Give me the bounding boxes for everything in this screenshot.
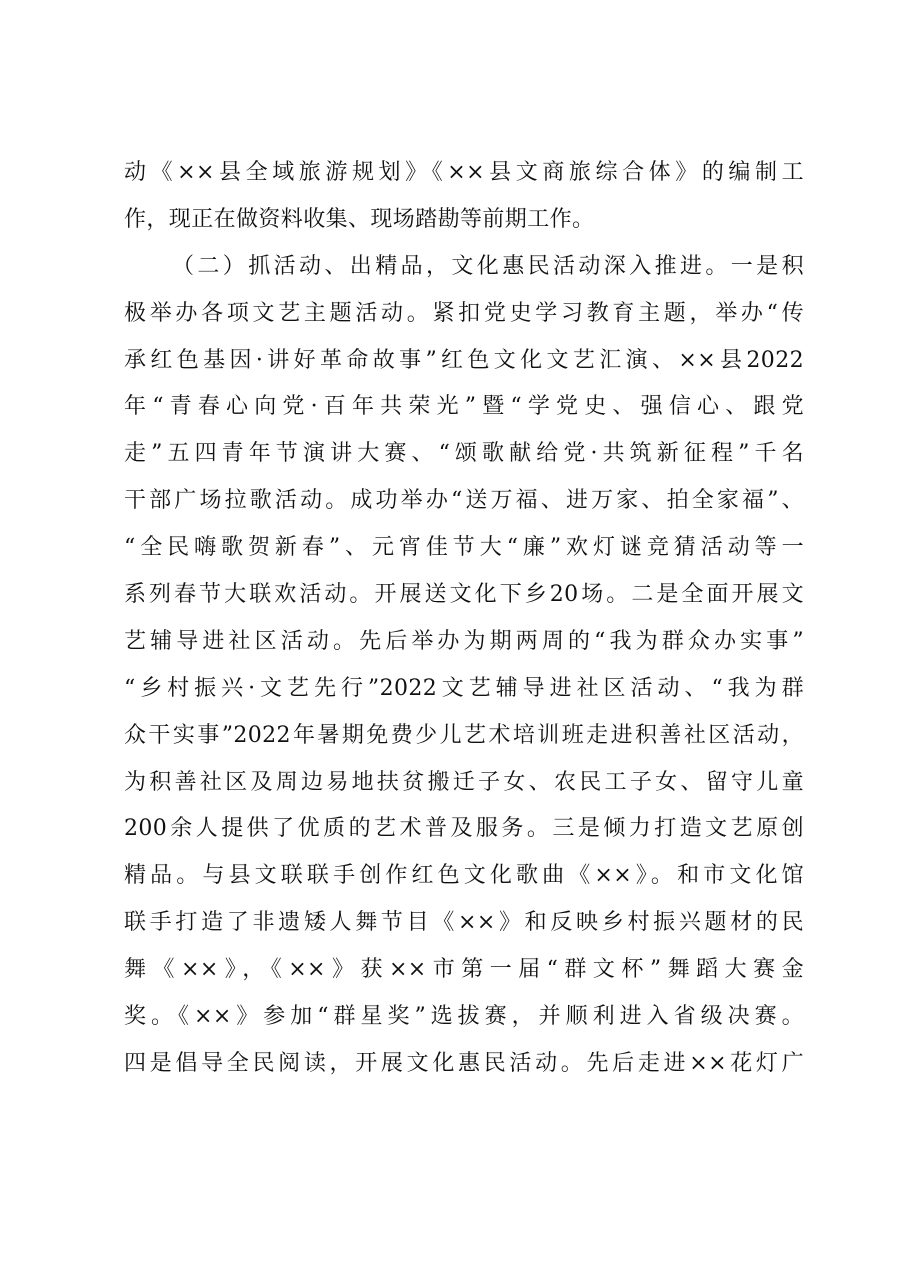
text-line: “全民嗨歌贺新春”、元宵佳节大“廉”欢灯谜竞猜活动等一 [124,535,804,561]
text-line: 奖。《××》参加“群星奖”选拔赛，并顺利进入省级决赛。 [124,1004,804,1030]
text-line: 极举办各项文艺主题活动。紧扣党史学习教育主题，举办“传 [124,300,804,326]
text-line: 舞《××》，《××》获××市第一届“群文杯”舞蹈大赛金 [124,957,804,983]
text-line: 200余人提供了优质的艺术普及服务。三是倾力打造文艺原创 [124,816,804,842]
text-line: 为积善社区及周边易地扶贫搬迁子女、农民工子女、留守儿童 [124,769,804,795]
text-line: 承红色基因·讲好革命故事”红色文化文艺汇演、××县2022 [124,347,804,373]
text-line: 精品。与县文联联手创作红色文化歌曲《××》。和市文化馆 [124,863,804,889]
section-heading-line: （二）抓活动、出精品，文化惠民活动深入推进。一是积 [172,253,804,279]
text-line: “乡村振兴·文艺先行”2022文艺辅导进社区活动、“我为群 [124,675,804,701]
text-line: 系列春节大联欢活动。开展送文化下乡20场。二是全面开展文 [124,582,804,608]
document-body [124,150,804,1088]
text-line: 年“青春心向党·百年共荣光”暨“学党史、强信心、跟党 [124,394,804,420]
text-line: 艺辅导进社区活动。先后举办为期两周的“我为群众办实事” [124,628,804,654]
text-line: 作，现正在做资料收集、现场踏勘等前期工作。 [124,206,595,232]
text-line: 联手打造了非遗矮人舞节目《××》和反映乡村振兴题材的民 [124,910,804,936]
text-line: 干部广场拉歌活动。成功举办“送万福、进万家、拍全家福”、 [124,488,804,514]
text-line: 走”五四青年节演讲大赛、“颂歌献给党·共筑新征程”千名 [124,441,804,467]
text-line: 众干实事”2022年暑期免费少儿艺术培训班走进积善社区活动， [124,722,804,748]
text-line: 动《××县全域旅游规划》《××县文商旅综合体》的编制工 [124,160,804,185]
text-line: 四是倡导全民阅读，开展文化惠民活动。先后走进××花灯广 [124,1050,804,1076]
